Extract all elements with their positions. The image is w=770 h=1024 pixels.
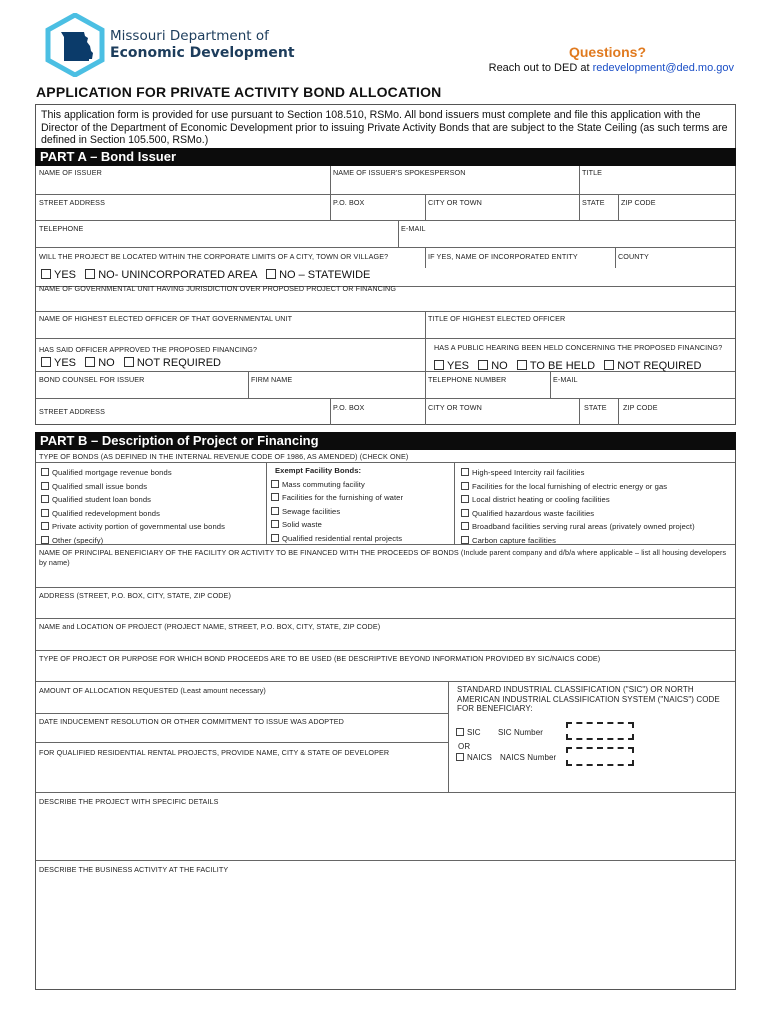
hearing-to-be-held-checkbox[interactable]: [517, 360, 527, 370]
address-field[interactable]: ADDRESS (STREET, P.O. BOX, CITY, STATE, ZIP CODE): [39, 591, 231, 600]
bond-type-option[interactable]: Qualified small issue bonds: [41, 480, 225, 494]
county-field[interactable]: COUNTY: [618, 252, 649, 261]
naics-number-input[interactable]: [566, 747, 634, 766]
approved-yes-label: YES: [54, 357, 77, 369]
street-address-field[interactable]: STREET ADDRESS: [39, 198, 105, 207]
describe-project-field[interactable]: DESCRIBE THE PROJECT WITH SPECIFIC DETAILS: [39, 797, 219, 806]
logo-text: [110, 28, 295, 62]
checkbox-statewide[interactable]: [266, 269, 276, 279]
counsel-city-field[interactable]: CITY OR TOWN: [428, 403, 482, 412]
approved-no-label: NO: [98, 357, 115, 369]
bond-type-option[interactable]: Solid waste: [271, 518, 403, 532]
bond-type-option[interactable]: Qualified student loan bonds: [41, 493, 225, 507]
hearing-to-be-held-label: TO BE HELD: [529, 360, 596, 372]
counsel-zip-field[interactable]: ZIP CODE: [623, 403, 658, 412]
approved-not-required-checkbox[interactable]: [124, 357, 134, 367]
bond-counsel-field[interactable]: BOND COUNSEL FOR ISSUER: [39, 375, 145, 384]
checkbox-yes[interactable]: [41, 269, 51, 279]
corporate-limits-question: WILL THE PROJECT BE LOCATED WITHIN THE CORPORATE LIMITS OF A CITY, TOWN OR VILLAGE?: [39, 252, 389, 261]
bond-type-option[interactable]: Other (specify): [41, 534, 225, 548]
missouri-state-icon: [44, 13, 106, 77]
approved-options: [38, 355, 224, 371]
business-activity-field[interactable]: DESCRIBE THE BUSINESS ACTIVITY AT THE FACILITY: [39, 865, 229, 874]
contact-email-link[interactable]: redevelopment@ded.mo.gov: [592, 62, 734, 74]
bond-type-option[interactable]: Qualified mortgage revenue bonds: [41, 466, 225, 480]
logo-line1: Missouri Department of: [110, 28, 269, 44]
approved-not-required-label: NOT REQUIRED: [136, 357, 221, 369]
bond-types-col3: [458, 464, 698, 549]
bond-types-col1: [38, 464, 228, 549]
telephone-number-field[interactable]: TELEPHONE NUMBER: [428, 375, 507, 384]
elected-officer-field[interactable]: NAME OF HIGHEST ELECTED OFFICER OF THAT GOVERNMENTAL UNIT: [39, 314, 293, 323]
part-b-section: [35, 450, 736, 990]
hearing-no-label: NO: [491, 360, 508, 372]
sic-option[interactable]: SIC: [453, 726, 484, 739]
naics-number-label: NAICS Number: [500, 753, 557, 762]
developer-field[interactable]: FOR QUALIFIED RESIDENTIAL RENTAL PROJECTS, PROVIDE NAME, CITY & STATE OF DEVELOPER: [39, 748, 390, 757]
bond-type-option[interactable]: Sewage facilities: [271, 505, 403, 519]
hearing-options: [431, 358, 704, 374]
exempt-facility-heading: Exempt Facility Bonds:: [275, 466, 362, 475]
questions-heading: Questions?: [568, 44, 646, 60]
zip-field[interactable]: ZIP CODE: [621, 198, 656, 207]
logo-line2: Economic Development: [110, 45, 295, 61]
beneficiary-field[interactable]: NAME OF PRINCIPAL BENEFICIARY OF THE FACILITY OR ACTIVITY TO BE FINANCED WITH THE PROCEEDS OF BONDS (Include parent company and d/b/a where applicable – list all housing developers by name): [39, 548, 727, 567]
page-title: APPLICATION FOR PRIVATE ACTIVITY BOND ALLOCATION: [36, 84, 442, 100]
bond-types-col2: [268, 462, 406, 547]
bond-type-option[interactable]: Qualified hazardous waste facilities: [461, 507, 695, 521]
contact-line: [489, 62, 734, 74]
hearing-no-checkbox[interactable]: [478, 360, 488, 370]
bond-type-option[interactable]: Mass commuting facility: [271, 478, 403, 492]
inducement-date-field[interactable]: DATE INDUCEMENT RESOLUTION OR OTHER COMMITMENT TO ISSUE WAS ADOPTED: [39, 717, 344, 726]
part-a-section: [35, 166, 736, 425]
or-label: OR: [458, 742, 471, 751]
project-purpose-field[interactable]: TYPE OF PROJECT OR PURPOSE FOR WHICH BOND PROCEEDS ARE TO BE USED (BE DESCRIPTIVE BEYOND INFORMATION PROVIDED BY SIC/NAICS CODE): [39, 654, 601, 663]
opt-statewide-label: NO – STATEWIDE: [279, 269, 371, 281]
counsel-street-field[interactable]: STREET ADDRESS: [39, 407, 105, 416]
ded-logo: [44, 13, 106, 82]
sic-number-label: SIC Number: [498, 728, 544, 737]
sic-number-input[interactable]: [566, 722, 634, 740]
counsel-email-field[interactable]: E-MAIL: [553, 375, 578, 384]
project-location-field[interactable]: NAME and LOCATION OF PROJECT (PROJECT NAME, STREET, P.O. BOX, CITY, STATE, ZIP CODE): [39, 622, 381, 631]
hearing-yes-label: YES: [447, 360, 470, 372]
hearing-question: HAS A PUBLIC HEARING BEEN HELD CONCERNING THE PROPOSED FINANCING?: [434, 343, 723, 352]
opt-unincorporated-label: NO- UNINCORPORATED AREA: [98, 269, 257, 281]
approved-yes-checkbox[interactable]: [41, 357, 51, 367]
bond-type-option[interactable]: Qualified residential rental projects: [271, 532, 403, 546]
bond-type-option[interactable]: Facilities for the local furnishing of electric energy or gas: [461, 480, 695, 494]
bond-type-option[interactable]: Local district heating or cooling facilities: [461, 493, 695, 507]
email-field[interactable]: E-MAIL: [401, 224, 426, 233]
governmental-unit-field[interactable]: NAME OF GOVERNMENTAL UNIT HAVING JURISDICTION OVER PROPOSED PROJECT OR FINANCING: [39, 284, 397, 293]
incorporated-entity-field[interactable]: IF YES, NAME OF INCORPORATED ENTITY: [428, 252, 578, 261]
opt-yes-label: YES: [54, 269, 77, 281]
bond-type-option[interactable]: Qualified redevelopment bonds: [41, 507, 225, 521]
city-field[interactable]: CITY OR TOWN: [428, 198, 482, 207]
part-b-heading: PART B – Description of Project or Financing: [35, 432, 736, 450]
bond-type-option[interactable]: High-speed Intercity rail facilities: [461, 466, 695, 480]
naics-option[interactable]: NAICS: [453, 751, 495, 764]
spokesperson-field[interactable]: NAME OF ISSUER'S SPOKESPERSON: [333, 168, 466, 177]
hearing-not-required-checkbox[interactable]: [604, 360, 614, 370]
bond-type-option[interactable]: Facilities for the furnishing of water: [271, 491, 403, 505]
hearing-not-required-label: NOT REQUIRED: [617, 360, 702, 372]
title-field[interactable]: TITLE: [582, 168, 603, 177]
part-a-heading: PART A – Bond Issuer: [35, 148, 736, 166]
bond-type-option[interactable]: Private activity portion of governmental use bonds: [41, 520, 225, 534]
name-of-issuer-field[interactable]: NAME OF ISSUER: [39, 168, 102, 177]
amount-requested-field[interactable]: AMOUNT OF ALLOCATION REQUESTED (Least amount necessary): [39, 686, 266, 695]
bond-type-option[interactable]: Broadband facilities serving rural areas (privately owned project): [461, 520, 695, 534]
intro-text: This application form is provided for use pursuant to Section 108.510, RSMo. All bond issuers must complete and file this application with the Director of the Department of Economic Development prior to issuing Private Activity Bonds that are subject to the State Ceiling (as such terms are defined in Section 105.500, RSMo.): [35, 104, 736, 148]
telephone-field[interactable]: TELEPHONE: [39, 224, 84, 233]
officer-title-field[interactable]: TITLE OF HIGHEST ELECTED OFFICER: [428, 314, 566, 323]
contact-prefix: Reach out to DED at: [488, 62, 593, 74]
hearing-yes-checkbox[interactable]: [434, 360, 444, 370]
bond-type-option[interactable]: Carbon capture facilities: [461, 534, 695, 548]
sic-naics-heading: STANDARD INDUSTRIAL CLASSIFICATION ("SIC") OR NORTH AMERICAN INDUSTRIAL CLASSIFICATION SYSTEM ("NAICS") CODE FOR BENEFICIARY:: [457, 685, 720, 713]
checkbox-unincorporated[interactable]: [85, 269, 95, 279]
counsel-state-field[interactable]: STATE: [584, 403, 607, 412]
bond-types-label: TYPE OF BONDS (AS DEFINED IN THE INTERNAL REVENUE CODE OF 1986, AS AMENDED) (CHECK ONE): [39, 452, 409, 461]
firm-name-field[interactable]: FIRM NAME: [251, 375, 293, 384]
approved-no-checkbox[interactable]: [85, 357, 95, 367]
counsel-pobox-field[interactable]: P.O. BOX: [333, 403, 365, 412]
state-field[interactable]: STATE: [582, 198, 605, 207]
approved-question: HAS SAID OFFICER APPROVED THE PROPOSED FINANCING?: [39, 345, 258, 354]
po-box-field[interactable]: P.O. BOX: [333, 198, 365, 207]
corporate-limits-options: [38, 267, 373, 283]
